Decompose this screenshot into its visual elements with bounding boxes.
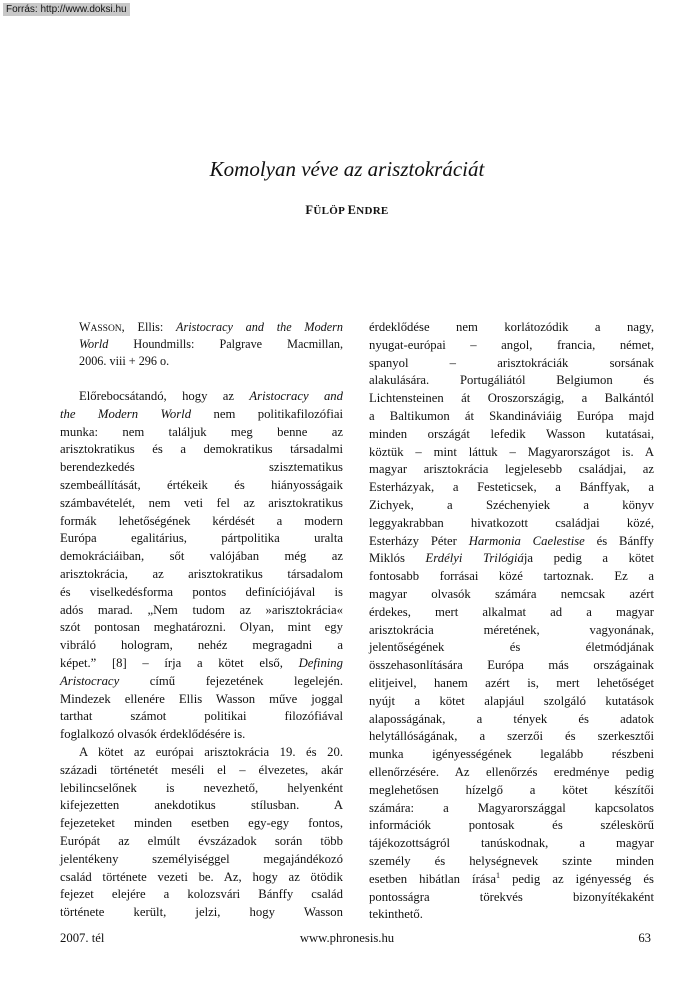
left-column (60, 319, 343, 922)
text-line (60, 548, 343, 566)
text-line (369, 479, 654, 497)
text-segment: arisztokrácia, az arisztokratikus társadalom (60, 566, 343, 581)
text-segment: személy és helységnevek szinte minden (369, 853, 654, 868)
footer-website: www.phronesis.hu (299, 931, 395, 945)
text-segment: fejezeteket minden esetben egy-egy fontos, (60, 816, 343, 831)
text-line (369, 372, 654, 390)
text-segment: arisztokrácia méretének, vagyonának, (369, 622, 654, 637)
text-line (60, 602, 343, 620)
text-segment: tájékozottságról tanúskodnak, a magyar (369, 836, 654, 851)
text-line (60, 495, 343, 513)
text-line (369, 408, 654, 426)
text-line (369, 337, 654, 355)
text-line (60, 815, 343, 833)
text-segment: spanyol – arisztokráciák sorsának (369, 355, 654, 370)
text-segment: képet.” [8] – írja a kötet első, (60, 655, 299, 670)
text-line (60, 584, 343, 602)
text-segment: tarthat számot politikai filozófiával (60, 709, 343, 724)
text-line (60, 886, 343, 904)
text-segment: helytállóságának, a szerzői és szerkesztői (369, 729, 654, 744)
italic-title: Aristocracy (60, 673, 120, 688)
text-line (60, 851, 343, 869)
text-segment: jelentőségének és életmódjának (369, 640, 654, 655)
text-segment: Zichyek, a Széchenyiek a könyv (369, 497, 654, 512)
italic-title: Defining (298, 655, 343, 670)
text-segment: nem politikafilozófiai (191, 406, 343, 421)
text-line (369, 782, 654, 800)
text-line (369, 639, 654, 657)
text-segment: nyugat-európai – angol, francia, német, (369, 337, 654, 352)
right-column (369, 319, 654, 924)
text-line (369, 746, 654, 764)
text-line (369, 657, 654, 675)
text-segment: Előrebocsátandó, hogy az (79, 389, 250, 403)
text-segment: minden országát lefedik Wasson kutatásai, (369, 426, 654, 441)
text-segment: szót pontosan meghatározni. Olyan, mint egy (60, 620, 343, 635)
text-segment: arisztokratikus és a demokratikus társadalmi (60, 442, 343, 457)
reference-line (79, 336, 343, 353)
text-segment: adós marad. „Nem tudom az »arisztokrácia« (60, 602, 343, 617)
text-line (60, 869, 343, 887)
text-line (60, 691, 343, 709)
text-line (60, 388, 343, 406)
reference-line (79, 319, 343, 336)
right-body-text (369, 319, 654, 924)
text-line (369, 675, 654, 693)
text-line (369, 426, 654, 444)
text-segment: összehasonlítására Európa más országainak (369, 658, 654, 673)
text-line (369, 906, 654, 924)
footnote-marker: 1 (496, 870, 501, 880)
text-segment: ellenőrzésére. Az ellenőrzés eredménye pedig (369, 764, 654, 779)
text-line (369, 764, 654, 782)
text-line (369, 355, 654, 373)
italic-title: the Modern World (60, 406, 192, 421)
text-segment: ja pedig a kötet (523, 551, 654, 566)
text-segment: pedig az igényesség és (500, 871, 654, 886)
text-segment: pontosságra törekvés bizonyítékaként (369, 889, 654, 904)
text-segment: munka: nem találjuk meg benne az (60, 424, 343, 439)
left-body-text (60, 388, 343, 922)
text-line (60, 762, 343, 780)
text-line (60, 566, 343, 584)
text-segment: Miklós (369, 551, 426, 566)
page-number: 63 (638, 931, 651, 945)
text-line (60, 797, 343, 815)
text-segment: köztük – mint láttuk – Magyarországot is. A (369, 444, 654, 459)
text-line (369, 461, 654, 479)
text-line (369, 853, 654, 871)
text-line (60, 637, 343, 655)
text-segment: érdeklődése nem korlátozódik a nagy, (369, 320, 654, 334)
reference-details: 2006. viii + 296 o. (79, 354, 170, 368)
text-line (369, 817, 654, 835)
reference-book-title-b: World (79, 337, 109, 351)
text-line (60, 424, 343, 442)
text-segment: munka igényességének legalább részbeni (369, 747, 654, 762)
text-line (369, 586, 654, 604)
text-segment: információk pontosak és széleskörű (369, 818, 654, 833)
text-line (369, 800, 654, 818)
text-segment: jelentékeny személyiséggel megajándékozó (60, 851, 343, 866)
text-line (60, 673, 343, 691)
author-first-rest: ÜLÖP (313, 205, 345, 217)
text-line (60, 726, 343, 744)
text-segment: alaposságának, a tények és adatok (369, 711, 654, 726)
text-segment: Európát az elmúlt évszázadok során több (60, 833, 343, 848)
author-last-rest: NDRE (356, 205, 389, 217)
text-segment: elitjeivel, hanem azért is, mert lehetőséget (369, 675, 654, 690)
text-segment: számbavételét, nem veti fel az arisztokratikus (60, 495, 343, 510)
text-line (369, 604, 654, 622)
text-segment: foglalkozó olvasók érdeklődésére is. (60, 727, 246, 742)
text-line (60, 833, 343, 851)
text-segment: formák lehetőségének kérdését a modern (60, 513, 343, 528)
text-segment: magyar olvasók számára nemcsak azért (369, 586, 654, 601)
text-line (369, 889, 654, 907)
text-segment: Európa egalitárius, pártpolitika uralta (60, 531, 343, 546)
text-line (60, 530, 343, 548)
text-line (369, 693, 654, 711)
text-line (60, 406, 343, 424)
text-line (60, 459, 343, 477)
text-line (369, 871, 654, 889)
text-line (60, 655, 343, 673)
text-segment: demokráciáiban, sőt valójában még az (60, 549, 343, 564)
text-line (369, 711, 654, 729)
book-reference (60, 319, 343, 370)
text-line (369, 444, 654, 462)
text-line (60, 619, 343, 637)
reference-author-rest: ASSON (90, 324, 122, 334)
reference-author-given: , Ellis: (121, 320, 177, 334)
text-segment: tekinthető. (369, 907, 423, 922)
text-segment: és viselkedésforma pontos definíciójával is (60, 584, 343, 599)
reference-publisher: Houndmills: Palgrave Macmillan, (108, 337, 343, 351)
text-segment: kifejezetten anekdotikus stílusban. A (60, 798, 343, 813)
reference-author-initial: W (79, 320, 91, 334)
footer-issue: 2007. tél (60, 931, 105, 945)
text-segment: számára: a Magyarországgal kapcsolatos (369, 800, 654, 815)
text-segment: berendezkedés szisztematikus (60, 460, 343, 475)
text-line (369, 550, 654, 568)
text-line (60, 904, 343, 922)
italic-title: Harmonia Caelestise (468, 533, 585, 548)
text-line (369, 515, 654, 533)
text-segment: fejezet elejére a kolozsvári Bánffy család (60, 887, 343, 902)
text-line (369, 568, 654, 586)
text-segment: család története vezeti be. Az, hogy az ötödik (60, 869, 343, 884)
text-line (369, 533, 654, 551)
text-line (369, 622, 654, 640)
reference-line (79, 353, 343, 370)
text-line (60, 477, 343, 495)
article-author (0, 203, 694, 218)
text-segment: története került, jelzi, hogy Wasson (60, 905, 343, 920)
text-segment: szembeállítását, értékeik és hiányosságaik (60, 477, 343, 492)
author-first-initial: F (305, 203, 314, 217)
text-segment: meglehetősen hízelgő a kötet készítői (369, 782, 654, 797)
text-segment: lebilincselőnek is nevezhető, helyenként (60, 780, 343, 795)
text-line (369, 497, 654, 515)
text-segment: nyújt a kötet alapjául szolgáló kutatások (369, 693, 654, 708)
text-line (60, 780, 343, 798)
text-segment: esetben hibátlan írása (369, 871, 497, 886)
italic-title: Erdélyi Trilógiá (425, 551, 524, 566)
text-segment: a Baltikumon át Skandináviáig Európa majd (369, 408, 654, 423)
text-segment: alakulására. Portugáliától Belgiumon és (369, 373, 654, 388)
text-line (369, 319, 654, 337)
text-segment: fontosabb forrásai közé tartoznak. Ez a (369, 569, 654, 584)
text-segment: századi történetét meséli el – élvezetes, akár (60, 762, 343, 777)
text-line (369, 728, 654, 746)
text-segment: Lichtensteinen át Oroszországig, a Balkántól (369, 391, 654, 406)
text-line (60, 513, 343, 531)
text-segment: című fejezetének legelején. (119, 673, 343, 688)
text-line (60, 441, 343, 459)
reference-book-title-a: Aristocracy and the Modern (176, 320, 344, 334)
text-line (369, 835, 654, 853)
text-line (60, 744, 343, 762)
author-last-initial: E (347, 203, 357, 217)
text-line (60, 708, 343, 726)
italic-title: Aristocracy and (249, 389, 343, 403)
source-tag: Forrás: http://www.doksi.hu (3, 3, 130, 16)
text-segment: magyar arisztokrácia legjelesebb családjai, az (369, 462, 654, 477)
text-segment: leggyakrabban hivatkozott családjai közé, (369, 515, 654, 530)
text-segment: Esterházy Péter (369, 533, 469, 548)
text-segment: A kötet az európai arisztokrácia 19. és 20. (79, 744, 343, 759)
text-line (369, 390, 654, 408)
text-segment: és Bánffy (584, 533, 654, 548)
text-segment: Mindezek ellenére Ellis Wasson műve joggal (60, 691, 343, 706)
article-title: Komolyan véve az arisztokráciát (209, 157, 485, 181)
text-segment: érdekes, mert alkalmat ad a magyar (369, 604, 654, 619)
text-segment: vibráló hologram, nehéz megragadni a (60, 638, 343, 653)
text-segment: Esterházyak, a Festeticsek, a Bánffyak, a (369, 480, 654, 495)
